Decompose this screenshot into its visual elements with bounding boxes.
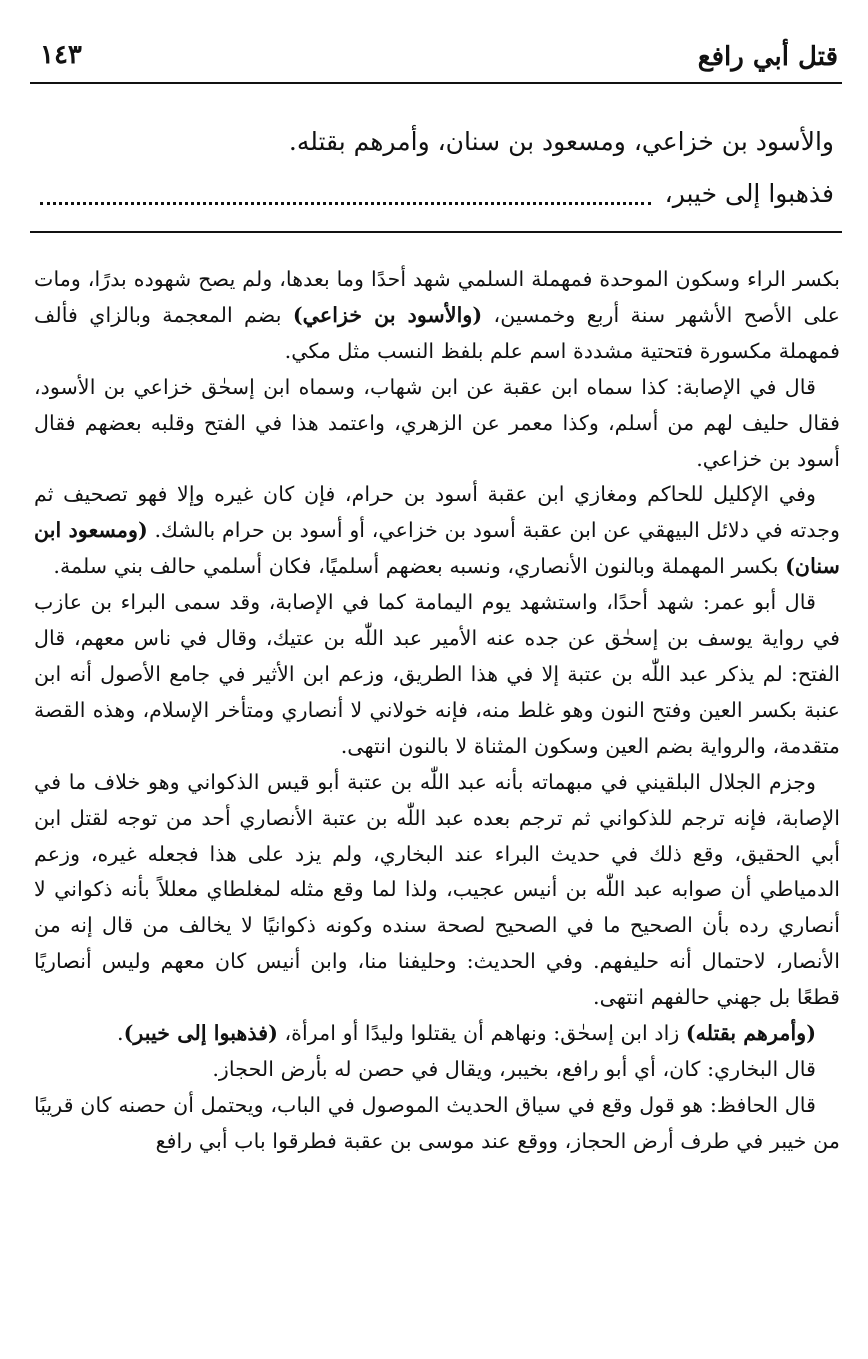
matn-quote: (وأمرهم بقتله) [685, 1021, 816, 1046]
text-run: . [117, 1021, 124, 1046]
dotted-leader [40, 202, 651, 205]
matn-line-2 [40, 170, 834, 218]
matn-line-2-text: فذهبوا إلى خيبر، [664, 179, 834, 208]
separator-rule [30, 231, 842, 233]
paragraph [34, 370, 840, 478]
text-run: بكسر المهملة وبالنون الأنصاري، ونسبه بعضهم أسلميًا، فكان أسلمي حالف بني سلمة. [53, 554, 786, 579]
text-run: زاد ابن إسحٰق: ونهاهم أن يقتلوا وليدًا أو امرأة، [277, 1021, 686, 1046]
matn-quote: (والأسود بن خزاعي) [292, 302, 483, 327]
matn-quote: (فذهبوا إلى خيبر) [123, 1021, 278, 1046]
page-number: ١٤٣ [40, 40, 82, 70]
text-run: قال البخاري: كان، أي أبو رافع، بخيبر، ويقال في حصن له بأرض الحجاز. [212, 1056, 816, 1081]
paragraph [34, 1088, 840, 1160]
paragraph [34, 765, 840, 1016]
text-run: وجزم الجلال البلقيني في مبهماته بأنه عبد اللّٰه بن عتبة أبو قيس الذكواني وهو خلاف ما في الإصابة، فإنه ترجم للذكواني ثم ترجم بعده عبد اللّٰه بن عتبة الأنصاري أحد من توجه لقتل ابن أبي الحقيق، وقع ذلك في حديث البراء عند البخاري، ولم يزد على هذا فجعله غيره، وزعم الدمياطي أن صوابه عبد اللّٰه بن أنيس عجيب، ولذا لما وقع مثله لمغلطاي معللاً بأنه ذكواني لا أنصاري رده بأن الصحيح ما في الصحيح لصحة سنده وكونه ذكوانيًا لا يخالف من قال إنه من الأنصار، لاحتمال أنه حليفهم. وفي الحديث: وحليفنا منا، وابن أنيس كان معهم وليس أنصاريًا قطعًا بل جهني حالفهم انتهى. [34, 769, 840, 1010]
matn-quote: (ومسعود ابن سنان) [34, 518, 840, 579]
paragraph [34, 477, 840, 585]
text-run: بضم المعجمة وبالزاي فألف فمهملة مكسورة فتحتية مشددة اسم علم بلفظ النسب مثل مكي. [34, 302, 840, 363]
text-run: قال أبو عمر: شهد أحدًا، واستشهد يوم اليمامة كما في الإصابة، وقد سمى البراء بن عازب في رواية يوسف بن إسحٰق عن جده عنه الأمير عبد اللّٰه بن عتيك، وقال في ناس معهم، قال الفتح: لم يذكر عبد اللّٰه بن عتبة إلا في هذا الطريق، وزعم ابن الأثير في جامع الأصول أنه ابن عنبة بكسر العين وفتح النون وهو غلط منه، فإنه خولاني لا أنصاري ومتأخر الإسلام، وهذه القصة متقدمة، والرواية بضم العين وسكون المثناة لا بالنون انتهى. [34, 590, 840, 758]
text-run: بكسر الراء وسكون الموحدة فمهملة السلمي شهد أحدًا وما بعدها، ولم يصح شهوده بدرًا، ومات على الأصح الأشهر سنة أربع وخمسين، [34, 267, 840, 327]
page-header [30, 38, 842, 84]
paragraph [34, 585, 840, 765]
text-run: قال الحافظ: هو قول وقع في سياق الحديث الموصول في الباب، ويحتمل أن حصنه كان قريبًا من خيبر في طرف أرض الحجاز، ووقع عند موسى بن عقبة فطرقوا باب أبي رافع [34, 1092, 840, 1153]
chapter-title: قتل أبي رافع [697, 42, 838, 72]
matn-line-1: والأسود بن خزاعي، ومسعود بن سنان، وأمرهم بقتله. [288, 127, 834, 156]
paragraph [34, 1052, 840, 1088]
paragraph [34, 262, 840, 370]
text-run: وفي الإكليل للحاكم ومغازي ابن عقبة أسود بن حرام، فإن كان غيره وإلا فهو تصحيف ثم وجدته في دلائل البيهقي عن ابن عقبة أسود بن خزاعي، أو أسود بن حرام بالشك. [34, 482, 841, 543]
text-run: قال في الإصابة: كذا سماه ابن عقبة عن ابن شهاب، وسماه ابن إسحٰق خزاعي بن الأسود، فقال حليف لهم من أسلم، وكذا معمر عن الزهري، واعتمد هذا في الفتح وقلبه بعضهم فقال أسود بن خزاعي. [34, 374, 840, 471]
commentary [34, 262, 840, 1160]
paragraph [34, 1016, 840, 1052]
